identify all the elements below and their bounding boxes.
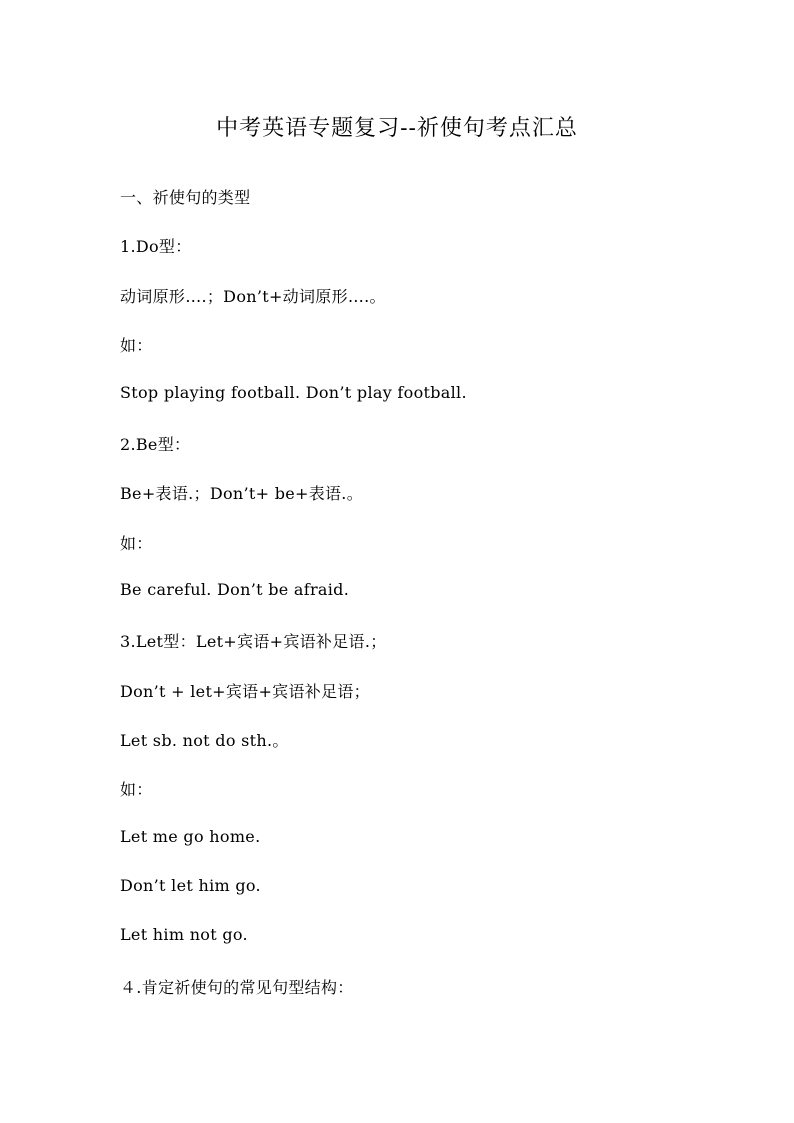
subsection-heading-let: 3.Let型：Let+宾语+宾语补足语.；: [120, 632, 387, 651]
example-line: Stop playing football. Don’t play football.: [120, 383, 467, 402]
document-title: 中考英语专题复习--祈使句考点汇总: [216, 116, 578, 141]
subsection-heading-do: 1.Do型：: [120, 237, 192, 256]
pattern-line: Let sb. not do sth.。: [120, 731, 289, 750]
example-label: 如：: [120, 336, 153, 355]
example-line: Be careful. Don’t be afraid.: [120, 580, 350, 599]
example-line: Don’t let him go.: [120, 876, 261, 895]
example-line: Let him not go.: [120, 925, 248, 944]
example-line: Let me go home.: [120, 827, 261, 846]
subsection-heading-be: 2.Be型：: [120, 435, 191, 454]
pattern-line: Don’t + let+宾语+宾语补足语；: [120, 682, 370, 701]
section-heading: 一、祈使句的类型: [120, 188, 251, 207]
example-label: 如：: [120, 780, 153, 799]
subsection-heading-affirmative: ４.肯定祈使句的常见句型结构：: [120, 978, 354, 997]
pattern-line: 动词原形….；Don’t+动词原形….。: [120, 287, 386, 306]
example-label: 如：: [120, 534, 153, 553]
pattern-line: Be+表语.；Don’t+ be+表语.。: [120, 484, 363, 503]
